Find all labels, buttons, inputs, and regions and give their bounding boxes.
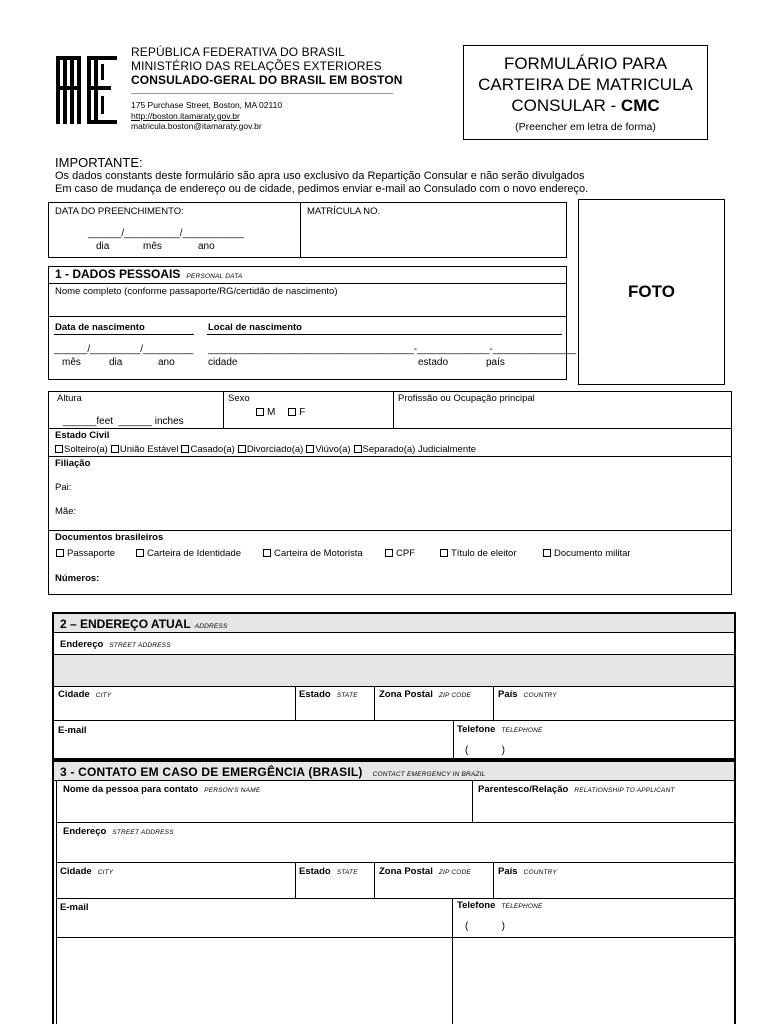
s3-nome-label: Nome da pessoa para contato PERSON'S NAME <box>63 784 261 795</box>
checkbox-icon <box>263 549 271 557</box>
doc-option[interactable]: CPF <box>385 548 440 559</box>
preenchimento-ano: ano <box>198 241 215 252</box>
sexo-m-checkbox[interactable] <box>256 408 264 416</box>
civil-option[interactable]: Divorciado(a) <box>238 444 304 455</box>
preenchimento-label: DATA DO PREENCHIMENTO: <box>55 206 184 217</box>
doc-option[interactable]: Carteira de Identidade <box>136 548 263 559</box>
estado-civil-label: Estado Civil <box>55 430 110 441</box>
doc-option[interactable]: Documento militar <box>543 548 631 559</box>
profissao-label: Profissão ou Ocupação principal <box>398 393 535 404</box>
importante-text-2: Em caso de mudança de endereço ou de cidade, pedimos enviar e-mail ao Consulado com o novo endereço. <box>55 183 589 195</box>
nascimento-dia: dia <box>109 357 123 368</box>
nascimento-mes: mês <box>62 357 81 368</box>
sexo-label: Sexo <box>228 393 250 404</box>
checkbox-icon <box>440 549 448 557</box>
checkbox-icon <box>354 445 362 453</box>
nome-completo-field[interactable] <box>50 298 565 314</box>
checkbox-icon <box>543 549 551 557</box>
sexo-f-checkbox[interactable] <box>288 408 296 416</box>
civil-option[interactable]: União Estável <box>111 444 179 455</box>
s2-endereco-label: Endereço STREET ADDRESS <box>60 639 171 650</box>
civil-option[interactable]: Solteiro(a) <box>55 444 108 455</box>
checkbox-icon <box>238 445 246 453</box>
s3-telefone-label: Telefone TELEPHONE <box>457 900 543 911</box>
s2-email-label: E-mail <box>58 725 87 736</box>
documentos-label: Documentos brasileiros <box>55 532 164 543</box>
doc-option[interactable]: Título de eleitor <box>440 548 543 559</box>
sexo-m-label: M <box>267 407 276 418</box>
pai-field[interactable] <box>80 478 725 494</box>
profissao-field[interactable] <box>396 405 730 426</box>
sexo-f-label: F <box>299 407 306 418</box>
preenchimento-mes: mês <box>143 241 162 252</box>
checkbox-icon <box>136 549 144 557</box>
nascimento-date-field[interactable]: ______/_________/_________ <box>54 344 194 355</box>
nascimento-pais: país <box>486 357 505 368</box>
altura-label: Altura <box>57 393 82 404</box>
s3-estado-label: Estado STATE <box>299 866 358 877</box>
doc-option[interactable]: Passaporte <box>56 548 136 559</box>
s3-endereco-label: Endereço STREET ADDRESS <box>63 826 174 837</box>
s3-email-label: E-mail <box>60 902 89 913</box>
header-line-3: CONSULADO-GERAL DO BRASIL EM BOSTON <box>131 73 403 87</box>
header-line-1: REPÚBLICA FEDERATIVA DO BRASIL <box>131 45 345 59</box>
s3-telefone-field[interactable]: ( ) <box>465 921 505 932</box>
matricula-label: MATRÍCULA NO. <box>307 206 381 217</box>
s2-cidade-label: Cidade CITY <box>58 689 112 700</box>
s2-pais-label: País COUNTRY <box>498 689 557 700</box>
title-line-1: FORMULÁRIO PARA <box>503 54 668 73</box>
nascimento-place-field[interactable]: _____________________________________-_____________-_______________ <box>208 344 577 355</box>
section2-title: 2 – ENDEREÇO ATUAL ADDRESS <box>60 617 228 631</box>
section1-title: 1 - DADOS PESSOAIS PERSONAL DATA <box>55 267 243 281</box>
checkbox-icon <box>55 445 63 453</box>
filiacao-label: Filiação <box>55 458 91 469</box>
s3-pais-label: País COUNTRY <box>498 866 557 877</box>
civil-option[interactable]: Casado(a) <box>181 444 234 455</box>
s3-nome-field[interactable] <box>58 796 470 820</box>
consulate-website-link[interactable]: http://boston.itamaraty.gov.br <box>131 110 240 121</box>
consulate-email: matricula.boston@itamaraty.gov.br <box>131 121 262 131</box>
nascimento-label: Data de nascimento <box>55 322 145 333</box>
numeros-field[interactable] <box>104 569 724 585</box>
mae-field[interactable] <box>80 502 725 518</box>
s3-zona-label: Zona Postal ZIP CODE <box>379 866 471 877</box>
nascimento-estado: estado <box>418 357 449 368</box>
s2-estado-label: Estado STATE <box>299 689 358 700</box>
matricula-field[interactable] <box>302 218 564 256</box>
title-line-2: CARTEIRA DE MATRICULA <box>478 75 693 94</box>
checkbox-icon <box>306 445 314 453</box>
doc-option[interactable]: Carteira de Motorista <box>263 548 385 559</box>
consulate-logo <box>54 52 120 128</box>
checkbox-icon <box>181 445 189 453</box>
s3-cidade-label: Cidade CITY <box>60 866 114 877</box>
pai-label: Pai: <box>55 482 72 493</box>
importante-text-1: Os dados constants deste formulário são apra uso exclusivo da Repartição Consular e não serão divulgados <box>55 170 585 182</box>
ae-logo-icon <box>54 52 120 128</box>
s3-parentesco-field[interactable] <box>474 796 734 820</box>
nome-completo-label: Nome completo (conforme passaporte/RG/certidão de nascimento) <box>55 286 338 297</box>
s2-email-field[interactable] <box>54 736 450 758</box>
consulate-address: 175 Purchase Street, Boston, MA 02110 <box>131 100 283 110</box>
mae-label: Mãe: <box>55 506 77 517</box>
s2-endereco-field[interactable] <box>54 657 734 685</box>
s2-zona-label: Zona Postal ZIP CODE <box>379 689 471 700</box>
nascimento-cidade: cidade <box>208 357 238 368</box>
numeros-label: Números: <box>55 573 100 584</box>
s3-email-field[interactable] <box>58 913 450 935</box>
local-label: Local de nascimento <box>208 322 302 333</box>
preenchimento-dia: dia <box>96 241 110 252</box>
title-subtitle: (Preencher em letra de forma) <box>515 121 656 133</box>
altura-field[interactable]: ______feet ______ inches <box>63 416 184 427</box>
title-box <box>463 45 708 140</box>
s2-telefone-field[interactable]: ( ) <box>465 745 505 756</box>
s2-telefone-label: Telefone TELEPHONE <box>457 724 543 735</box>
importante-heading: IMPORTANTE: <box>55 155 143 170</box>
header-line-2: MINISTÉRIO DAS RELAÇÕES EXTERIORES <box>131 59 382 73</box>
civil-option[interactable]: Viúvo(a) <box>306 444 350 455</box>
checkbox-icon <box>385 549 393 557</box>
checkbox-icon <box>111 445 119 453</box>
civil-option[interactable]: Separado(a) Judicialmente <box>354 444 477 455</box>
checkbox-icon <box>56 549 64 557</box>
photo-label: FOTO <box>628 282 675 301</box>
preenchimento-date-field[interactable]: ______/__________/___________ <box>88 228 244 239</box>
section3-title: 3 - CONTATO EM CASO DE EMERGÊNCIA (BRASIL) CONTACT EMERGENCY IN BRAZIL <box>60 765 486 779</box>
title-line-3: CONSULAR - CMC <box>511 96 660 115</box>
s3-endereco-field[interactable] <box>58 838 734 860</box>
s3-parentesco-label: Parentesco/Relação RELATIONSHIP TO APPLICANT <box>478 784 675 795</box>
nascimento-ano: ano <box>158 357 175 368</box>
